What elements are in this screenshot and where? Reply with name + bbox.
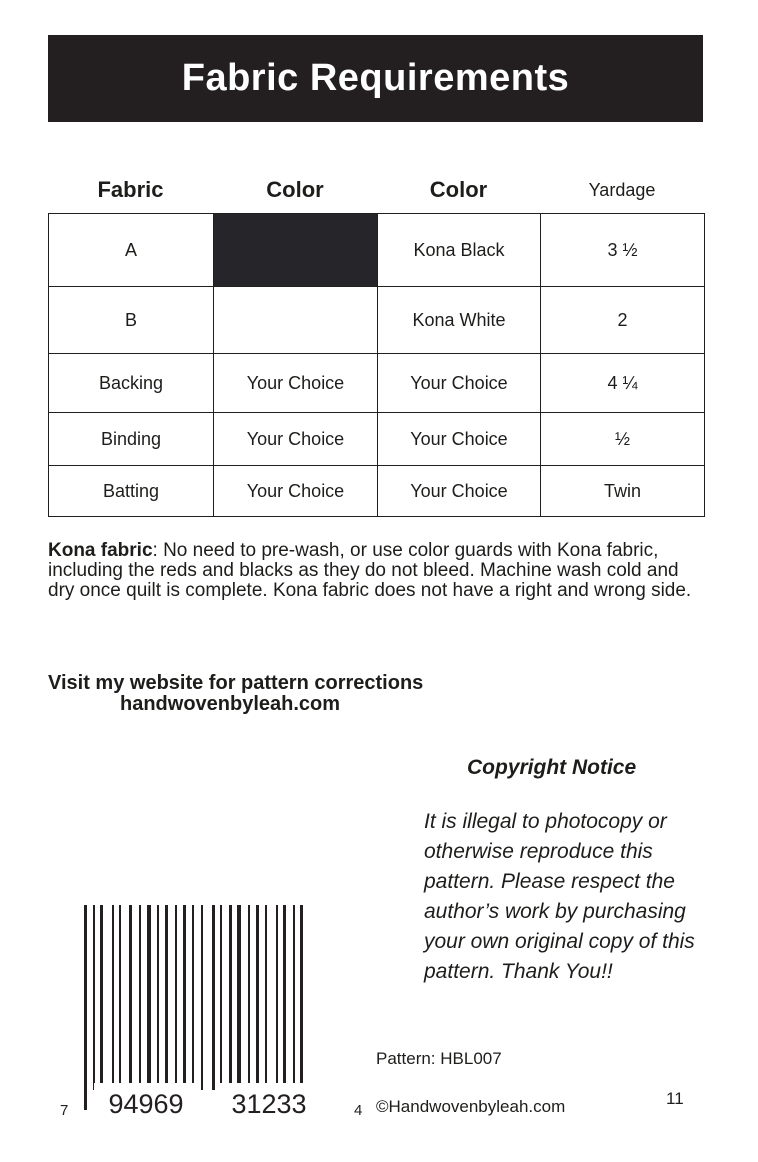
barcode-bar	[147, 905, 151, 1090]
cell-color-name: Your Choice	[378, 466, 541, 517]
barcode-bar	[100, 905, 103, 1090]
barcode-bar	[212, 905, 215, 1090]
page-title: Fabric Requirements	[181, 57, 570, 99]
cell-yardage: ½	[541, 413, 705, 466]
header-color-2: Color	[429, 177, 488, 202]
copyright-notice-body: It is illegal to photocopy or otherwise reproduce this pattern. Please respect the author’s work by purchasing your own original copy of this pattern. Thank You!!	[424, 810, 695, 983]
color-swatch-white	[214, 287, 378, 354]
cell-color-name: Your Choice	[378, 413, 541, 466]
header-yardage: Yardage	[588, 179, 656, 200]
table-row	[49, 413, 705, 466]
barcode-bar	[256, 905, 259, 1090]
table-row	[49, 466, 705, 517]
header-fabric: Fabric	[97, 177, 164, 202]
barcode-last-digit: 4	[354, 1102, 363, 1119]
barcode-bar	[220, 905, 222, 1090]
barcode-bar	[276, 905, 278, 1090]
barcode-bar	[265, 905, 267, 1090]
table-row	[49, 287, 705, 354]
barcode-bar	[237, 905, 241, 1090]
barcode	[54, 905, 369, 1120]
fabric-requirements-table	[48, 213, 705, 517]
cell-fabric: Binding	[49, 413, 214, 466]
copyright-notice-title: Copyright Notice	[467, 756, 637, 779]
color-swatch-black	[214, 214, 378, 287]
website-notice-line: Visit my website for pattern corrections	[48, 672, 424, 694]
barcode-bar	[248, 905, 250, 1090]
cell-fabric: Backing	[49, 354, 214, 413]
cell-yardage: 2	[541, 287, 705, 354]
barcode-bar	[165, 905, 168, 1090]
barcode-bar	[293, 905, 295, 1090]
barcode-bar	[201, 905, 203, 1090]
barcode-bar	[112, 905, 114, 1090]
cell-color-name: Kona White	[378, 287, 541, 354]
cell-yardage: Twin	[541, 466, 705, 517]
cell-fabric: A	[49, 214, 214, 287]
barcode-bar	[139, 905, 141, 1090]
copyright-line: ©Handwovenbyleah.com	[376, 1097, 566, 1116]
barcode-bar	[129, 905, 132, 1090]
barcode-bar	[175, 905, 177, 1090]
page-title-banner	[48, 35, 703, 122]
barcode-bars	[84, 905, 303, 1110]
website-url: handwovenbyleah.com	[120, 693, 341, 715]
cell-yardage: 4 ¼	[541, 354, 705, 413]
barcode-bar	[283, 905, 286, 1090]
note-label: Kona fabric	[48, 540, 153, 561]
barcode-bar	[157, 905, 159, 1090]
header-color-1: Color	[266, 177, 324, 202]
barcode-right-group: 31233	[231, 1089, 307, 1119]
cell-color: Your Choice	[214, 413, 378, 466]
website-notice	[48, 673, 548, 715]
note-text: : No need to pre-wash, or use color guards with Kona fabric, including the reds and blacks as they do not bleed. Machine wash cold and dry once quilt is complete. Kona fabric does not have a right and wrong side.	[48, 540, 692, 601]
barcode-bar	[119, 905, 121, 1090]
barcode-bar	[229, 905, 232, 1090]
barcode-bar	[300, 905, 303, 1110]
pattern-id: Pattern: HBL007	[376, 1049, 502, 1068]
kona-fabric-note	[48, 541, 708, 601]
cell-color: Your Choice	[214, 466, 378, 517]
barcode-left-group: 94969	[108, 1089, 184, 1119]
cell-color: Your Choice	[214, 354, 378, 413]
table-row	[49, 214, 705, 287]
page-number: 11	[666, 1089, 684, 1108]
table-row	[49, 354, 705, 413]
cell-yardage: 3 ½	[541, 214, 705, 287]
cell-fabric: Batting	[49, 466, 214, 517]
barcode-first-digit: 7	[60, 1102, 69, 1119]
cell-color-name: Your Choice	[378, 354, 541, 413]
barcode-bar	[84, 905, 87, 1110]
cell-fabric: B	[49, 287, 214, 354]
cell-color-name: Kona Black	[378, 214, 541, 287]
barcode-bar	[183, 905, 186, 1090]
barcode-bar	[192, 905, 194, 1110]
barcode-bar	[93, 905, 95, 1090]
